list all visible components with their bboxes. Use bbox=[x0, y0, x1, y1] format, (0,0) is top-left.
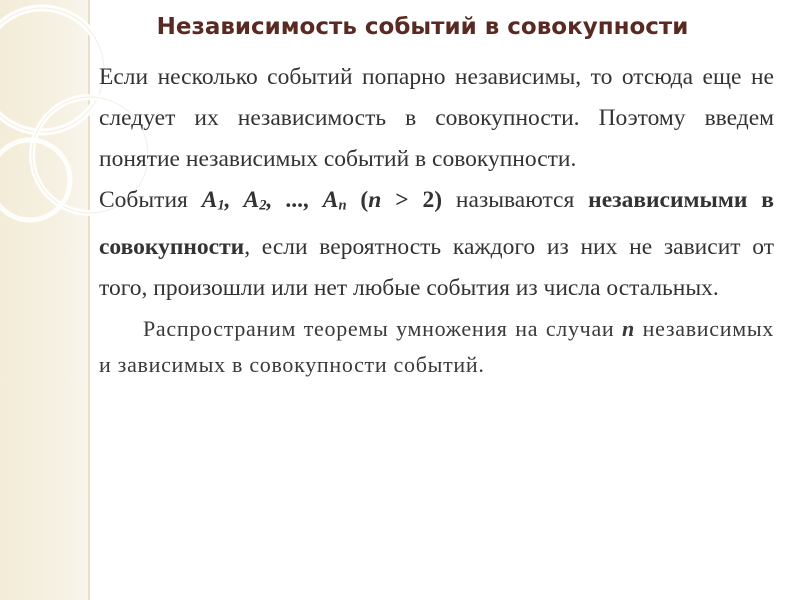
event-a1-subscript: 1 bbox=[217, 197, 225, 214]
paragraph-definition bbox=[99, 180, 774, 309]
event-an-subscript: n bbox=[338, 197, 347, 214]
theorem-n: n bbox=[622, 315, 635, 341]
definition-lead: События bbox=[99, 187, 202, 213]
event-a1-letter: A bbox=[201, 187, 218, 213]
paragraph-pairwise-independence: Если несколько событий попарно независимы, то отсюда еще не следует их независимость в совокупности. Поэтому введем понятие независимых событий в совокупности. bbox=[99, 64, 774, 172]
theorem-rest: независимых и зависимых в совокупности событий. bbox=[99, 315, 774, 377]
condition-n: n bbox=[368, 187, 382, 213]
event-separator-1: , bbox=[224, 187, 244, 213]
event-a2-subscript: 2 bbox=[259, 197, 267, 214]
event-an-letter: A bbox=[322, 187, 339, 213]
theorem-lead: Распространим теоремы умножения на случаи bbox=[143, 315, 623, 341]
condition-rest: > 2) bbox=[381, 187, 443, 213]
paragraph-multiplication-theorem bbox=[99, 311, 774, 383]
definition-called: называются bbox=[442, 187, 589, 213]
event-ellipsis: , ..., bbox=[266, 187, 323, 213]
definition-rest: , если вероятность каждого из них не зависит от того, произошли или нет любые события из числа остальных. bbox=[99, 233, 774, 301]
definition-term: независимыми в совокупности bbox=[99, 187, 774, 260]
condition-open: ( bbox=[346, 187, 369, 213]
slide-title: Независимость событий в совокупности bbox=[156, 14, 689, 40]
slide-body bbox=[99, 57, 774, 383]
event-a2-letter: A bbox=[243, 187, 260, 213]
